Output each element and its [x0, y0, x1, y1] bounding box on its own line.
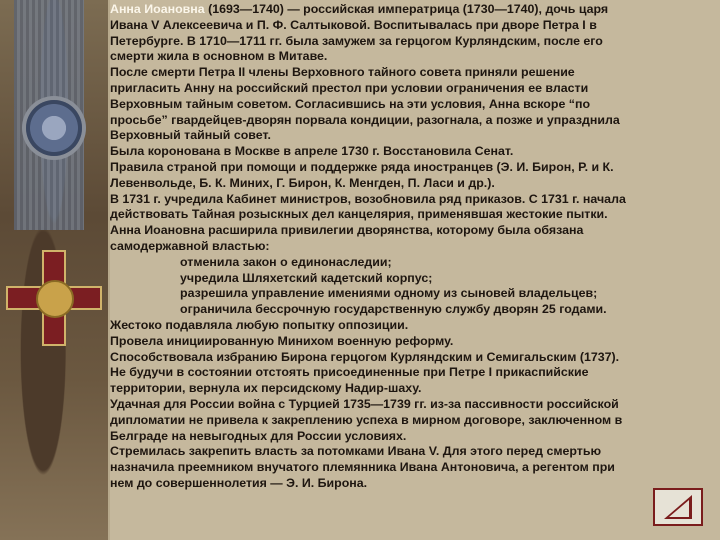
- list-item: учредила Шляхетский кадетский корпус;: [180, 270, 433, 285]
- line-main-1: пригласить Анну на российский престол при условии ограничения ее власти: [110, 80, 589, 95]
- line-end-7: Белграде на невыгодных для России условиях.: [110, 428, 407, 443]
- line-intro-1: Ивана V Алексеевича и П. Ф. Салтыковой. Воспитывалась при дворе Петра I в: [110, 17, 597, 32]
- line-end-0: Жестоко подавляла любую попытку оппозиции.: [110, 317, 409, 332]
- order-cross-icon: [6, 250, 102, 346]
- line-intro-0: Анна Иоановна (1693—1740) — российская императрица (1730—1740), дочь царя: [110, 2, 609, 16]
- line-main-7: Левенвольде, Б. К. Миних, Г. Бирон, К. Менгден, П. Ласи и др.).: [110, 175, 495, 190]
- line-end-4: территории, вернула их персидскому Надир-шаху.: [110, 381, 422, 396]
- line-main-11: самодержавной властью:: [110, 238, 270, 253]
- person-name: Анна Иоановна: [110, 2, 205, 16]
- line-main-4: Верховный тайный совет.: [110, 128, 271, 143]
- line-main-5: Была коронована в Москве в апреле 1730 г. Восстановила Сенат.: [110, 144, 514, 159]
- document-body: [110, 2, 710, 492]
- line-main-3: просьбе” гвардейцев-дворян порвала кондиции, разогнала, а позже и упразднила: [110, 112, 620, 127]
- line-end-8: Стремилась закрепить власть за потомками Ивана V. Для этого перед смертью: [110, 444, 602, 459]
- line-end-10: нем до совершеннолетия — Э. И. Бирона.: [110, 475, 368, 490]
- line-main-9: действовать Тайная розыскных дел канцелярия, применявшая жестокие пытки.: [110, 207, 608, 222]
- line-main-8: В 1731 г. учредила Кабинет министров, возобновила ряд приказов. С 1731 г. начала: [110, 191, 626, 206]
- line-end-5: Удачная для России война с Турцией 1735—1739 гг. из-за пассивности российской: [110, 396, 619, 411]
- return-arrow-icon[interactable]: [653, 488, 703, 526]
- list-item: ограничила бессрочную государственную службу дворян 25 годами.: [180, 302, 607, 317]
- line-end-9: назначила преемником внучатого племянника Ивана Антоновича, а регентом при: [110, 460, 615, 475]
- list-item: отменила закон о единонаследии;: [180, 254, 392, 269]
- decorative-medals-image: [0, 0, 108, 540]
- line-end-1: Провела инициированную Минихом военную реформу.: [110, 333, 454, 348]
- line-end-2: Способствовала избранию Бирона герцогом Курляндским и Семигальским (1737).: [110, 349, 620, 364]
- line-main-10: Анна Иоановна расширила привилегии дворянства, которому была обязана: [110, 223, 584, 238]
- line-intro-2: Петербурге. В 1710—1711 гг. была замужем за герцогом Курляндским, после его: [110, 33, 603, 48]
- line-end-6: дипломатии не привела к закреплению успеха в мирном договоре, заключенном в: [110, 412, 623, 427]
- line-main-0: После смерти Петра II члены Верховного тайного совета приняли решение: [110, 65, 575, 80]
- list-item: разрешила управление имениями одному из сыновей владельцев;: [180, 286, 598, 301]
- line-main-6: Правила страной при помощи и поддержке ряда иностранцев (Э. И. Бирон, Р. и К.: [110, 159, 614, 174]
- line-end-3: Не будучи в состоянии отстоять присоединенные при Петре I прикаспийские: [110, 365, 589, 380]
- medal-icon: [26, 100, 82, 156]
- line-intro-3: смерти жила в основном в Митаве.: [110, 49, 328, 64]
- line-main-2: Верховным тайным советом. Согласившись на эти условия, Анна вскоре “по: [110, 96, 591, 111]
